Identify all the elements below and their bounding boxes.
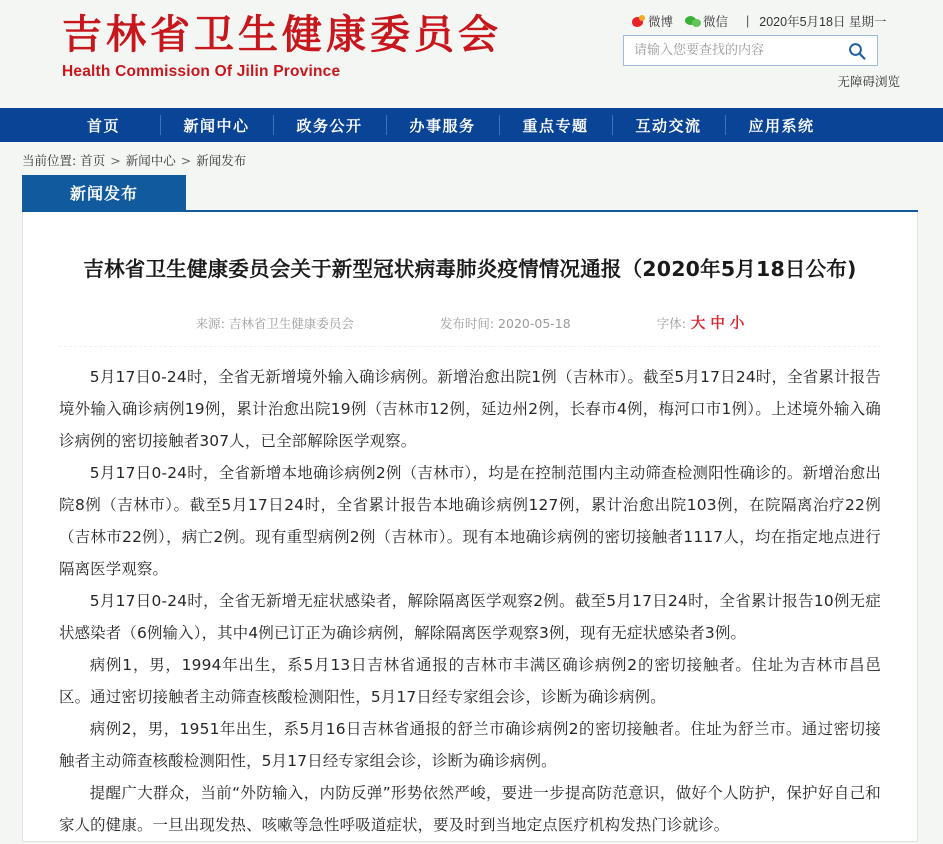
- article-paragraph: 提醒广大群众，当前“外防输入，内防反弹”形势依然严峻，要进一步提高防范意识，做好个人防护，保护好自己和家人的健康。一旦出现发热、咳嗽等急性呼吸道症状，要及时到当地定点医疗机构发热门诊就诊。: [59, 784, 881, 834]
- search-input[interactable]: [634, 37, 839, 64]
- current-date: 2020年5月18日 星期一: [759, 15, 887, 29]
- wechat-link[interactable]: [685, 12, 728, 30]
- breadcrumb-item-home[interactable]: 首页: [80, 153, 106, 168]
- search-box: [623, 35, 878, 66]
- site-title-cn: 吉林省卫生健康委员会: [62, 12, 502, 58]
- tab-press-release[interactable]: 新闻发布: [22, 175, 186, 210]
- weibo-link[interactable]: [631, 12, 673, 30]
- nav-item-topics[interactable]: 重点专题: [499, 108, 612, 142]
- social-date-row: [613, 0, 903, 28]
- article-meta: [59, 312, 881, 333]
- section-tab-row: [0, 175, 943, 210]
- source-label: 来源:: [195, 315, 225, 331]
- nav-item-news[interactable]: 新闻中心: [160, 108, 273, 142]
- article-paragraph: 5月17日0-24时，全省无新增无症状感染者，解除隔离医学观察2例。截至5月17日24时，全省累计报告10例无症状感染者（6例输入），其中4例已订正为确诊病例，解除隔离医学观察3例，现有无症状感染者3例。: [59, 592, 881, 642]
- article-paragraph: 5月17日0-24时，全省无新增境外输入确诊病例。新增治愈出院1例（吉林市）。截至5月17日24时，全省累计报告境外输入确诊病例19例，累计治愈出院19例（吉林市12例，延边州2例，长春市4例，梅河口市1例）。上述境外输入确诊病例的密切接触者307人，已全部解除医学观察。: [59, 368, 881, 450]
- search-icon: [848, 42, 866, 60]
- font-size-controls: [657, 312, 745, 333]
- nav-item-interact[interactable]: 互动交流: [612, 108, 725, 142]
- publish-time-value: 2020-05-18: [498, 315, 571, 331]
- breadcrumb-separator: >: [110, 152, 121, 168]
- article-paragraph: 病例2，男，1951年出生，系5月16日吉林省通报的舒兰市确诊病例2的密切接触者。住址为舒兰市。通过密切接触者主动筛查核酸检测阳性，5月17日经专家组会诊，诊断为确诊病例。: [59, 720, 881, 770]
- nav-item-affairs[interactable]: 政务公开: [273, 108, 386, 142]
- wechat-label: 微信: [703, 15, 729, 29]
- breadcrumb: [0, 145, 943, 175]
- breadcrumb-item-news[interactable]: 新闻中心: [125, 153, 176, 168]
- weibo-label: 微博: [648, 15, 674, 29]
- site-title-en: Health Commission Of Jilin Province: [62, 63, 341, 80]
- font-size-small-button[interactable]: 小: [729, 316, 745, 332]
- site-header: [0, 0, 943, 108]
- article-paragraph: 病例1，男，1994年出生，系5月13日吉林省通报的吉林市丰满区确诊病例2的密切接触者。住址为吉林市昌邑区。通过密切接触者主动筛查核酸检测阳性，5月17日经专家组会诊，诊断为确诊病例。: [59, 656, 881, 706]
- font-size-medium-button[interactable]: 中: [710, 316, 725, 332]
- page-body: [0, 175, 943, 842]
- site-logo[interactable]: [62, 10, 502, 82]
- date-separator: |: [746, 14, 750, 28]
- font-size-label: 字体:: [656, 316, 686, 331]
- breadcrumb-item-press[interactable]: 新闻发布: [196, 153, 247, 168]
- nav-item-systems[interactable]: 应用系统: [725, 108, 838, 142]
- weibo-icon: [631, 15, 646, 28]
- breadcrumb-separator: >: [180, 152, 192, 168]
- article-publish-time: [440, 314, 571, 332]
- font-size-large-button[interactable]: 大: [690, 316, 706, 332]
- article-title: 吉林省卫生健康委员会关于新型冠状病毒肺炎疫情情况通报（2020年5月18日公布): [83, 257, 857, 281]
- publish-time-label: 发布时间:: [439, 315, 495, 331]
- nav-item-home[interactable]: 首页: [86, 116, 120, 135]
- search-button[interactable]: [843, 38, 871, 64]
- header-utility-area: [613, 0, 903, 90]
- accessibility-link[interactable]: 无障碍浏览: [837, 75, 900, 89]
- main-navigation: [0, 108, 943, 142]
- article-paragraph: 5月17日0-24时，全省新增本地确诊病例2例（吉林市），均是在控制范围内主动筛查检测阳性确诊的。新增治愈出院8例（吉林市）。截至5月17日24时，全省累计报告本地确诊病例127例，累计治愈出院103例，在院隔离治疗22例（吉林市22例），病亡2例。现有重型病例2例（吉林市）。现有本地确诊病例的密切接触者1117人，均在指定地点进行隔离医学观察。: [59, 464, 881, 578]
- breadcrumb-prefix: 当前位置:: [22, 153, 77, 168]
- nav-item-services[interactable]: 办事服务: [386, 108, 499, 142]
- source-value: 吉林省卫生健康委员会: [228, 315, 354, 331]
- article-container: [22, 212, 918, 842]
- article-body: [59, 347, 881, 841]
- wechat-icon: [685, 15, 701, 28]
- article-source: [196, 314, 354, 332]
